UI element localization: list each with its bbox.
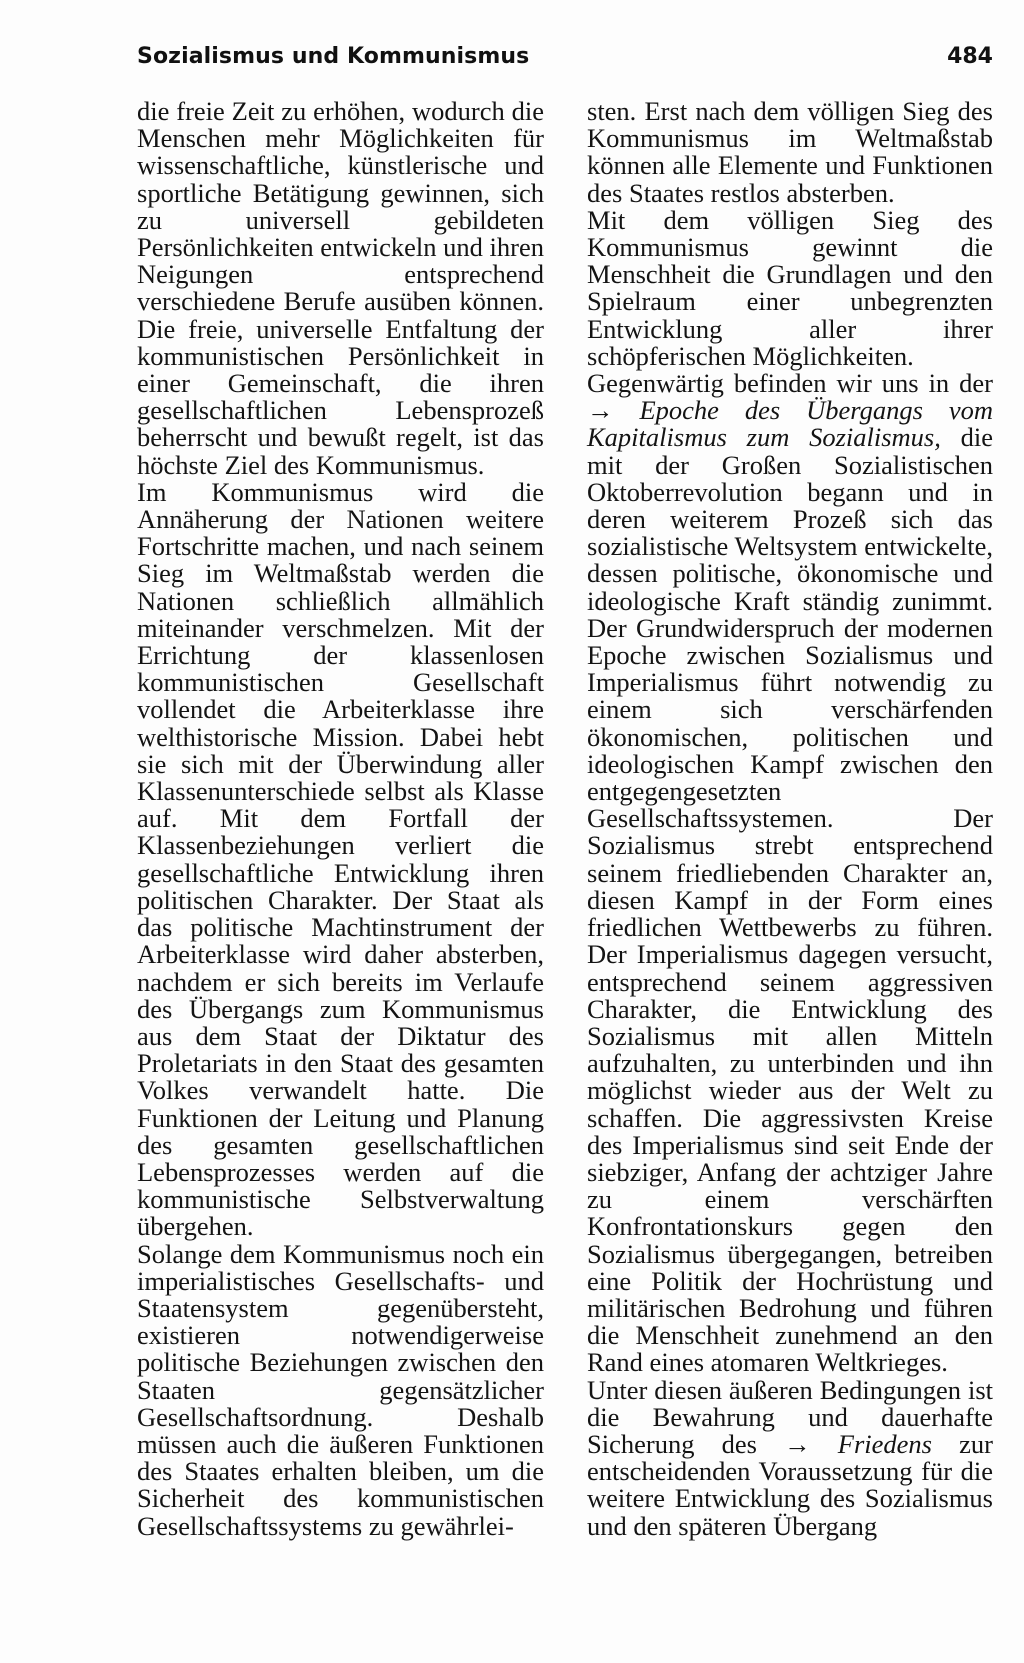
cross-reference-friedens[interactable]: Friedens <box>837 1428 932 1459</box>
paragraph: sten. Erst nach dem völligen Sieg des Kommunismus im Weltmaßstab können alle Elemente und Funktionen des Staates restlos absterben. <box>587 96 993 208</box>
paragraph-text: Unter diesen äußeren Bedingungen ist die Bewahrung und dauerhafte Sicherung des → <box>587 1374 993 1459</box>
page-header <box>137 44 993 78</box>
running-title: Sozialismus und Kommunismus <box>137 44 530 69</box>
paragraph <box>587 1374 993 1541</box>
paragraph-text: zur entscheidenden Voraussetzung für die weitere Entwicklung des Sozialismus und den späteren Übergang <box>587 1428 993 1541</box>
paragraph: die freie Zeit zu erhöhen, wodurch die Menschen mehr Möglichkeiten für wissenschaftliche, künstlerische und sportliche Betätigung gewinnen, sich zu universell gebildeten Persönlichkeiten entwickeln und ihren Neigungen entsprechend verschiedene Berufe ausüben können. Die freie, universelle Entfaltung der kommunistischen Persönlichkeit in einer Gemeinschaft, die ihren gesellschaftlichen Lebensprozeß beherrscht und bewußt regelt, ist das höchste Ziel des Kommunismus. <box>137 96 544 480</box>
paragraph: Mit dem völligen Sieg des Kommunismus gewinnt die Menschheit die Grundlagen und den Spielraum einer unbegrenzten Entwicklung aller ihrer schöpferischen Möglichkeiten. <box>587 204 993 371</box>
cross-reference-epoche[interactable]: Epoche des Übergangs vom Kapitalismus zum Sozialismus, <box>587 395 994 453</box>
paragraph: Solange dem Kommunismus noch ein imperialistisches Gesellschafts- und Staatensystem gegenübersteht, existieren notwendigerweise politische Beziehungen zwischen den Staaten gegensätzlicher Gesellschaftsordnung. Deshalb müssen auch die äußeren Funktionen des Staates erhalten bleiben, um die Sicherheit des kommunistischen Gesellschaftssystems zu gewährlei- <box>137 1238 544 1541</box>
paragraph: Im Kommunismus wird die Annäherung der Nationen weitere Fortschritte machen, und nach seinem Sieg im Weltmaßstab werden die Nationen schließlich allmählich miteinander verschmelzen. Mit der Errichtung der klassenlosen kommunistischen Gesellschaft vollendet die Arbeiterklasse ihre welthistorische Mission. Dabei hebt sie sich mit der Überwindung aller Klassenunterschiede selbst als Klasse auf. Mit dem Fortfall der Klassenbeziehungen verliert die gesellschaftliche Entwicklung ihren politischen Charakter. Der Staat als das politische Machtinstrument der Arbeiterklasse wird daher absterben, nachdem er sich bereits im Verlaufe des Übergangs zum Kommunismus aus dem Staat der Diktatur des Proletariats in den Staat des gesamten Volkes verwandelt hatte. Die Funktionen der Leitung und Planung des gesamten gesellschaftlichen Lebensprozesses werden auf die kommunistische Selbstverwaltung übergehen. <box>137 476 544 1242</box>
right-column <box>587 98 993 1540</box>
paragraph <box>587 370 993 1377</box>
paragraph-text: die mit der Großen Sozialistischen Oktoberrevolution begann und in deren weiterem Prozeß sich das sozialistische Weltsystem entwickelte, dessen politische, ökonomische und ideologische Kraft ständig zunimmt. Der Grundwiderspruch der modernen Epoche zwischen Sozialismus und Imperialismus führt notwendig zu einem sich verschärfenden ökonomischen, politischen und ideologischen Kampf zwischen den entgegengesetzten Gesellschaftssystemen. Der Sozialismus strebt entsprechend seinem friedliebenden Charakter an, diesen Kampf in der Form eines friedlichen Wettbewerbs zu führen. Der Imperialismus dagegen versucht, entsprechend seinem aggressiven Charakter, die Entwicklung des Sozialismus mit allen Mitteln aufzuhalten, zu unterbinden und ihn möglichst wieder aus der Welt zu schaffen. Die aggressivsten Kreise des Imperialismus sind seit Ende der siebziger, Anfang der achtziger Jahre zu einem verschärften Konfrontationskurs gegen den Sozialismus übergegangen, betreiben eine Politik der Hochrüstung und militärischen Bedrohung und führen die Menschheit zunehmend an den Rand eines atomaren Weltkrieges. <box>587 422 993 1378</box>
paragraph-text: Gegenwärtig befinden wir uns in der → <box>587 368 993 426</box>
page-number: 484 <box>947 44 993 69</box>
left-column <box>137 98 544 1540</box>
